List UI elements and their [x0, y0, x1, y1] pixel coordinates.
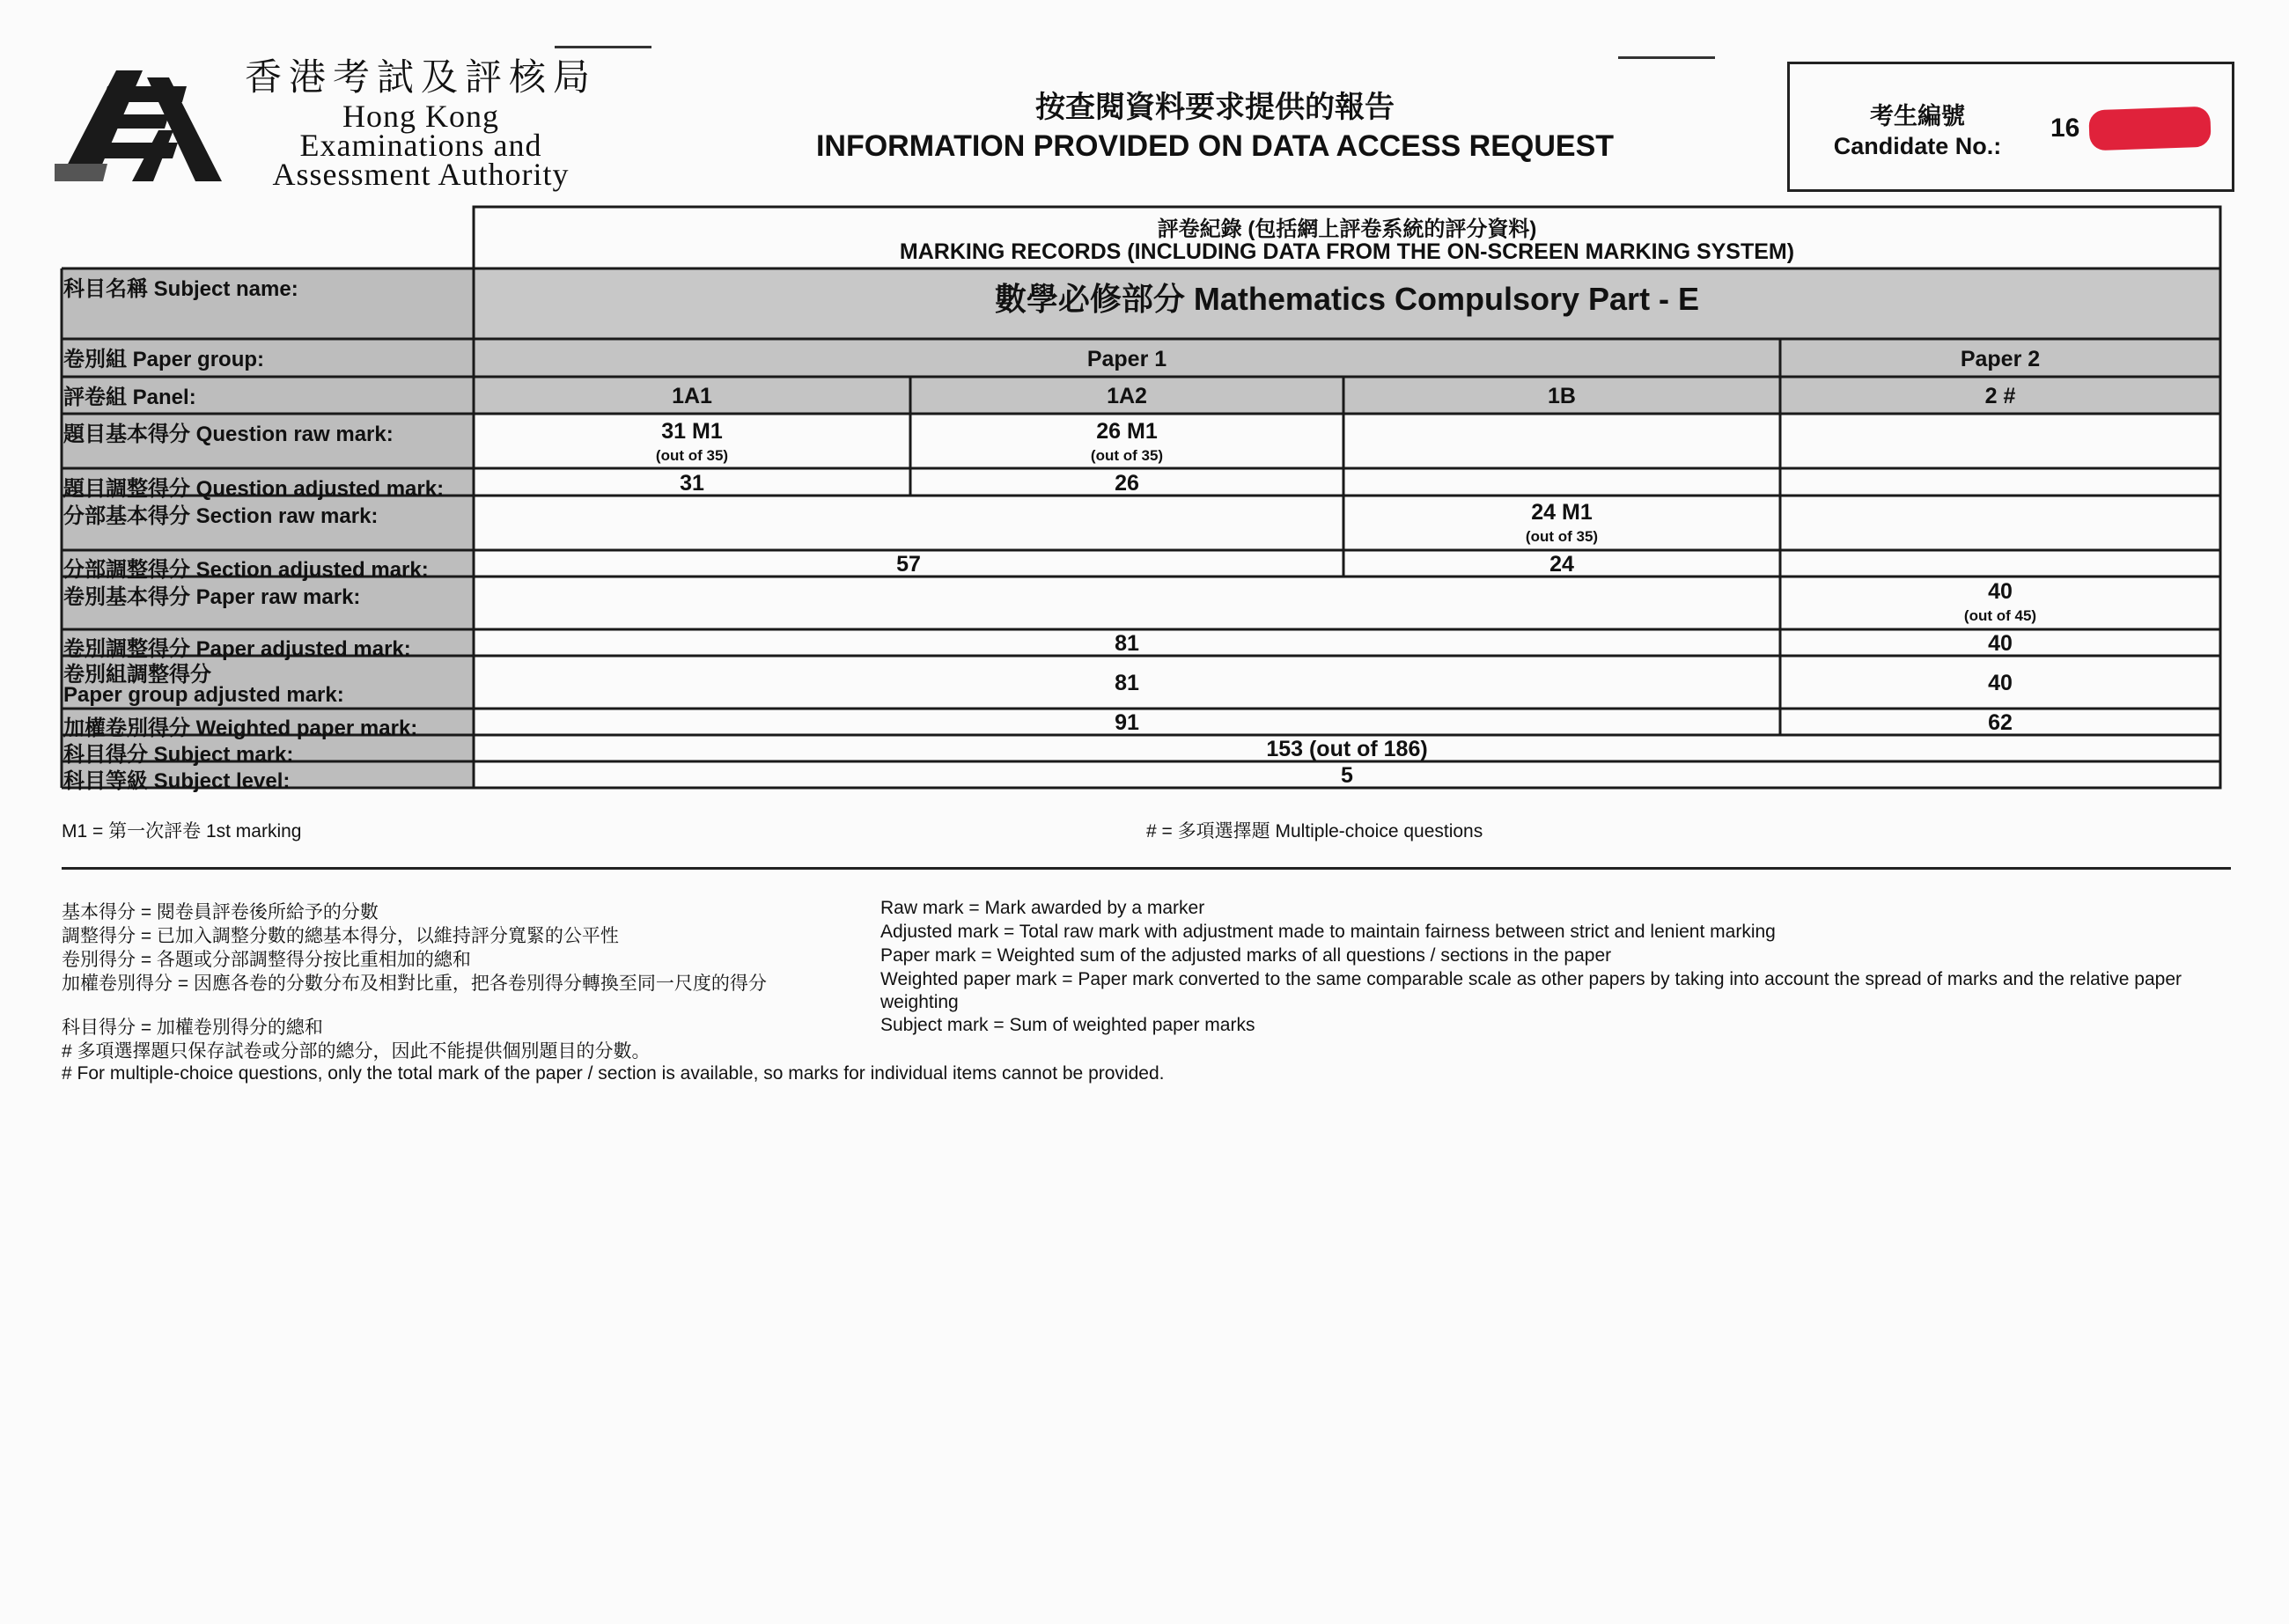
- org-name-zh: 香港考試及評核局: [244, 58, 597, 99]
- label-paper-group-adjusted-zh: 卷別組調整得分: [63, 663, 211, 687]
- label-subject-mark: 科目得分 Subject mark:: [63, 743, 294, 767]
- section-raw-1b: 24 M1: [1531, 500, 1593, 525]
- paper-raw-paper2-out-of: (out of 45): [1963, 607, 2037, 624]
- definition-en: Subject mark = Sum of weighted paper marks: [880, 1015, 1255, 1035]
- subject-name-value: 數學必修部分 Mathematics Compulsory Part - E: [994, 281, 1700, 317]
- divider: [62, 867, 2231, 870]
- org-name-en-line2: Examinations and: [299, 128, 542, 163]
- label-question-adjusted: 題目調整得分 Question adjusted mark:: [63, 477, 445, 501]
- candidate-label-en: Candidate No.:: [1833, 133, 2002, 159]
- mc-note-zh: # 多項選擇題只保存試卷或分部的總分，因此不能提供個別題目的分數。: [62, 1041, 651, 1062]
- report-title-en: INFORMATION PROVIDED ON DATA ACCESS REQUEST: [815, 129, 1615, 163]
- definition-zh: 加權卷別得分 = 因應各卷的分數分布及相對比重，把各卷別得分轉換至同一尺度的得分: [62, 974, 767, 994]
- candidate-number: 16: [2050, 114, 2080, 143]
- footnote-mc: # = 多項選擇題 Multiple-choice questions: [1146, 821, 1483, 841]
- paper-group-adjusted-paper2: 40: [1988, 671, 2013, 695]
- definition-en: Weighted paper mark = Paper mark converted to the same comparable scale as other papers by taking into account the spread of marks and the relative paper weighting: [880, 969, 2182, 1012]
- definition-en: Adjusted mark = Total raw mark with adjustment made to maintain fairness between strict and lenient marking: [880, 922, 1776, 942]
- question-raw-1a1-out-of: (out of 35): [655, 447, 729, 464]
- definition-en: Raw mark = Mark awarded by a marker: [880, 898, 1205, 918]
- label-subject-level: 科目等級 Subject level:: [63, 769, 291, 793]
- question-raw-1a1: 31 M1: [661, 419, 723, 444]
- label-subject-name: 科目名稱 Subject name:: [63, 277, 298, 301]
- label-question-raw: 題目基本得分 Question raw mark:: [63, 423, 394, 446]
- question-adjusted-1a1: 31: [680, 471, 704, 496]
- paper-raw-paper2: 40: [1988, 579, 2013, 604]
- section-adjusted-1b: 24: [1549, 552, 1574, 577]
- org-name-en-line3: Assessment Authority: [272, 157, 570, 192]
- mc-note-en: # For multiple-choice questions, only the total mark of the paper / section is available, so marks for individual items cannot be provided.: [62, 1063, 1165, 1084]
- definition-zh: 基本得分 = 閱卷員評卷後所給予的分數: [62, 902, 379, 922]
- panel-1a1: 1A1: [672, 384, 712, 408]
- panel-2: 2 #: [1984, 384, 2016, 408]
- table-title-en: MARKING RECORDS (INCLUDING DATA FROM THE ON-SCREEN MARKING SYSTEM): [899, 239, 1795, 264]
- definition-en: Paper mark = Weighted sum of the adjusted marks of all questions / sections in the paper: [880, 945, 1612, 966]
- report-title-zh: 按查閱資料要求提供的報告: [1035, 91, 1395, 124]
- paper-adjusted-paper1: 81: [1115, 631, 1139, 656]
- label-section-adjusted: 分部調整得分 Section adjusted mark:: [63, 558, 429, 582]
- paper-group-paper2: Paper 2: [1960, 347, 2041, 371]
- definition-zh: 科目得分 = 加權卷別得分的總和: [62, 1018, 323, 1038]
- label-section-raw: 分部基本得分 Section raw mark:: [63, 504, 379, 528]
- label-paper-group: 卷別組 Paper group:: [63, 348, 265, 371]
- question-raw-1a2: 26 M1: [1096, 419, 1158, 444]
- definition-zh: 調整得分 = 已加入調整分數的總基本得分，以維持評分寬緊的公平性: [62, 926, 619, 946]
- section-adjusted-1a: 57: [896, 552, 921, 577]
- footnote-m1: M1 = 第一次評卷 1st marking: [62, 821, 302, 841]
- weighted-paper1: 91: [1115, 710, 1139, 735]
- table-title-zh: 評卷紀錄 (包括網上評卷系統的評分資料): [1157, 217, 1537, 241]
- subject-mark-value: 153 (out of 186): [1266, 737, 1428, 761]
- weighted-paper2: 62: [1988, 710, 2013, 735]
- label-paper-group-adjusted-en: Paper group adjusted mark:: [63, 683, 344, 707]
- label-weighted-paper: 加權卷別得分 Weighted paper mark:: [63, 716, 418, 740]
- question-raw-1a2-out-of: (out of 35): [1090, 447, 1164, 464]
- definition-zh: 卷別得分 = 各題或分部調整得分按比重相加的總和: [62, 950, 471, 970]
- panel-1b: 1B: [1548, 384, 1576, 408]
- label-panel: 評卷組 Panel:: [63, 386, 196, 409]
- paper-adjusted-paper2: 40: [1988, 631, 2013, 656]
- candidate-label-zh: 考生編號: [1870, 103, 1965, 129]
- question-adjusted-1a2: 26: [1115, 471, 1139, 496]
- paper-group-paper1: Paper 1: [1086, 347, 1167, 371]
- subject-level-value: 5: [1341, 763, 1353, 788]
- org-name-en-line1: Hong Kong: [342, 99, 499, 134]
- section-raw-1b-out-of: (out of 35): [1525, 528, 1599, 545]
- label-paper-adjusted: 卷別調整得分 Paper adjusted mark:: [63, 637, 411, 661]
- panel-1a2: 1A2: [1107, 384, 1147, 408]
- paper-group-adjusted-paper1: 81: [1115, 671, 1139, 695]
- label-paper-raw: 卷別基本得分 Paper raw mark:: [63, 585, 361, 609]
